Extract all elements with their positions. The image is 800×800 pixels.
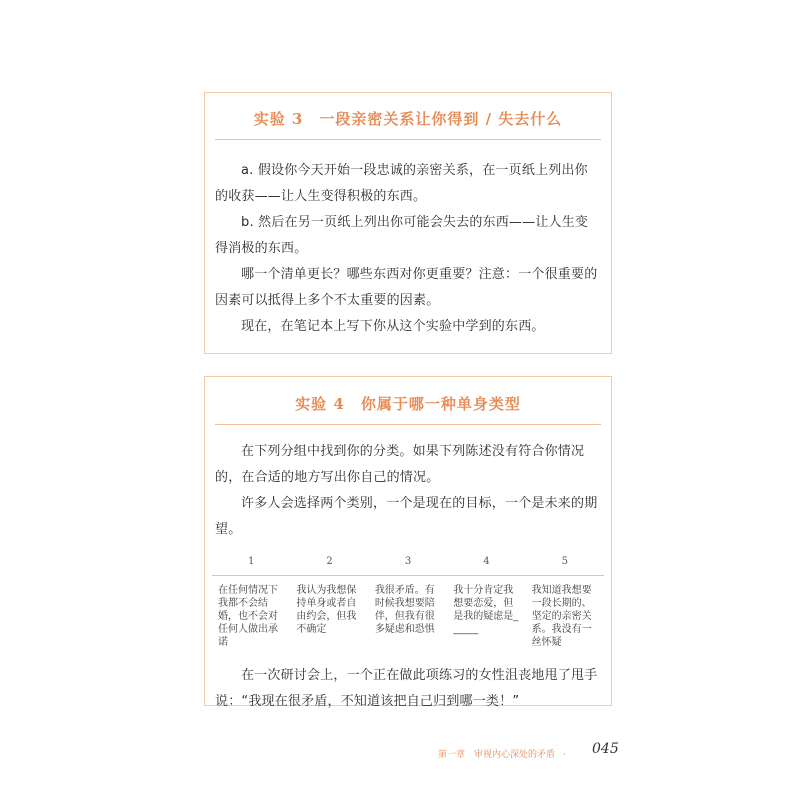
chapter-title: 第一章 审视内心深处的矛盾 — [438, 750, 556, 760]
table-header: 2 — [326, 556, 333, 567]
table-cell: 我十分肯定我想要恋爱，但是我的疑虑是______ — [453, 585, 519, 635]
paragraph: 哪一个清单更长？哪些东西对你更重要？注意：一个很重要的因素可以抵得上多个不太重要的因素。 — [215, 267, 598, 308]
table-row — [212, 584, 604, 649]
table-cell: 我认为我想保持单身或者自由约会，但我不确定 — [296, 585, 357, 635]
table-header: 4 — [483, 556, 490, 567]
paragraph: a. 假设你今天开始一段忠诚的亲密关系，在一页纸上列出你的收获——让人生变得积极的东西。 — [215, 163, 588, 204]
experiment-4-box — [204, 376, 612, 709]
table-header: 1 — [248, 556, 255, 567]
experiment-3-box — [204, 92, 612, 354]
table-cell: 我知道我想要一段长期的、坚定的亲密关系。我没有一丝怀疑 — [531, 585, 592, 648]
paragraph: b. 然后在另一页纸上列出你可能会失去的东西——让人生变得消极的东西。 — [215, 215, 589, 256]
footer-separator: · — [563, 750, 566, 760]
paragraph: 现在，在笔记本上写下你从这个实验中学到的东西。 — [241, 319, 545, 334]
paragraph: 在下列分组中找到你的分类。如果下列陈述没有符合你情况的，在合适的地方写出你自己的情况。 — [215, 444, 585, 485]
experiment-3-title: 实验 3 一段亲密关系让你得到 / 失去什么 — [253, 110, 563, 128]
title-divider — [215, 139, 601, 140]
single-type-table — [212, 553, 604, 649]
table-header-row — [212, 553, 604, 576]
paragraph: 许多人会选择两个类别，一个是现在的目标，一个是未来的期望。 — [215, 496, 598, 537]
page-number: 045 — [592, 741, 619, 757]
running-footer — [438, 747, 574, 760]
anecdote-paragraph: 在一次研讨会上，一个正在做此项练习的女性沮丧地甩了甩手说：“我现在很矛盾，不知道该把自己归到哪一类！” — [215, 668, 598, 709]
table-cell: 在任何情况下我都不会结婚，也不会对任何人做出承诺 — [218, 585, 278, 648]
title-divider — [215, 424, 601, 425]
table-header: 5 — [561, 556, 569, 567]
experiment-4-title: 实验 4 你属于哪一种单身类型 — [295, 395, 521, 413]
table-cell: 我很矛盾。有时候我想要陪伴，但我有很多疑虑和恐惧 — [374, 585, 435, 635]
table-header: 3 — [404, 556, 412, 567]
